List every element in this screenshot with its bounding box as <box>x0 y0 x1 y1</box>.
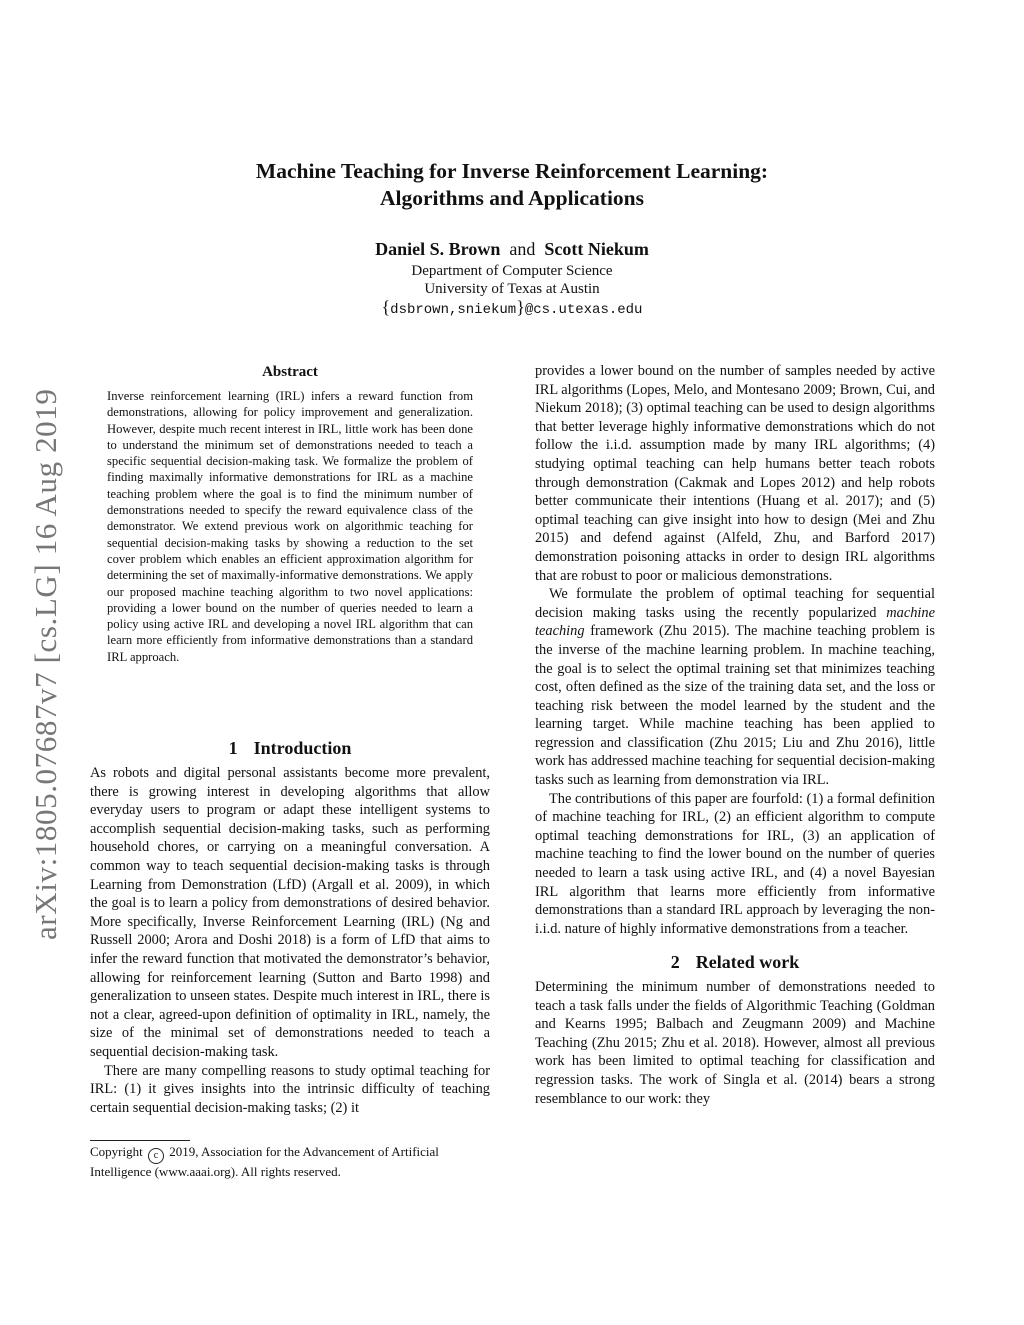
author-list <box>140 238 884 260</box>
title-line-2: Algorithms and Applications <box>379 186 645 210</box>
left-column-body <box>90 764 490 1117</box>
footnote-divider <box>90 1140 190 1141</box>
section-number: 1 <box>228 738 238 758</box>
copyright-icon: c <box>148 1148 164 1164</box>
university: University of Texas at Austin <box>424 281 600 297</box>
abstract-text: Inverse reinforcement learning (IRL) infers a reward function from demonstrations, allowing for policy improvement and generalization. However, despite much recent interest in IRL, little work has been done to understand the minimum set of demonstrations needed to teach a specific sequential decision-making task. We formalize the problem of finding maximally informative demonstrations for IRL as a machine teaching problem where the goal is to find the minimum number of demonstrations needed to specify the reward equivalence class of the demonstrator. We extend previous work on algorithmic teaching for sequential decision-making tasks by showing a reduction to the set cover problem which enables an efficient approximation algorithm for determining the set of maximally-informative demonstrations. We apply our proposed machine teaching algorithm to two novel applications: providing a lower bound on the number of queries needed to learn a policy using active IRL and developing a novel IRL algorithm that can learn more efficiently from informative demonstrations than a standard IRL approach. <box>107 389 473 664</box>
section-heading-related-work <box>535 953 935 972</box>
paragraph: Determining the minimum number of demonstrations needed to teach a task falls under the fields of Algorithmic Teaching (Goldman and Kearns 1995; Balbach and Zeugmann 2009) and Machine Teaching (Zhu 2015; Zhu et al. 2018). However, almost all previous work has been limited to optimal teaching for classification and regression tasks. The work of Singla et al. (2014) bears a strong resemblance to our work: they <box>535 979 935 1107</box>
affiliation-block <box>140 262 884 319</box>
paragraph: provides a lower bound on the number of samples needed by active IRL algorithms (Lopes, Melo, and Montesano 2009; Brown, Cui, and Niekum 2018); (3) optimal teaching can be used to design algorithms that better leverage highly informative demonstrations which do not follow the i.i.d. assumption made by many IRL algorithms; (4) studying optimal teaching can help humans better teach robots through demonstration (Cakmak and Lopes 2012) and help robots better communicate their intentions (Huang et al. 2017); and (5) optimal teaching can give insight into how to design (Mei and Zhu 2015) and defend against (Alfeld, Zhu, and Barford 2017) demonstration poisoning attacks in order to design IRL algorithms that are robust to poor or malicious demonstrations. <box>535 363 935 584</box>
author-conjunction: and <box>509 239 536 259</box>
author-name: Daniel S. Brown <box>375 239 501 259</box>
emphasis: machine teaching <box>535 604 935 640</box>
copyright-footnote: Copyright c 2019, Association for the Advancement of Artificial Intelligence (www.aaai.org). All rights reserved. <box>90 1144 439 1179</box>
abstract-heading: Abstract <box>262 364 318 380</box>
paragraph: The contributions of this paper are fourfold: (1) a formal definition of machine teaching for IRL, (2) an efficient algorithm to compute optimal teaching demonstrations for IRL, (3) an application of machine teaching to find the lower bound on the number of queries needed to learn a task using active IRL, and (4) a novel Bayesian IRL algorithm that learns more efficiently from informative demonstrations than a standard IRL approach by leveraging the non-i.i.d. nature of highly informative demonstrations from a teacher. <box>535 790 935 937</box>
paragraph: As robots and digital personal assistants become more prevalent, there is growing interest in developing algorithms that allow everyday users to program or adapt these intelligent systems to accomplish sequential decision-making tasks, such as performing household chores, or carrying on a meaningful conversation. A common way to teach sequential decision-making tasks is through Learning from Demonstration (LfD) (Argall et al. 2009), in which the goal is to learn a policy from demonstrations of desired behavior. More specifically, Inverse Reinforcement Learning (IRL) (Ng and Russell 2000; Arora and Doshi 2018) is a form of LfD that aims to infer the reward function that motivated the demonstrator’s behavior, allowing for reinforcement learning (Sutton and Barto 1998) and generalization to unseen states. Despite much interest in IRL, there is not a clear, agreed-upon definition of optimality in IRL, namely, the size of the minimal set of demonstrations needed to teach a sequential decision-making task. <box>90 765 490 1060</box>
department: Department of Computer Science <box>411 263 613 279</box>
author-name: Scott Niekum <box>544 239 649 259</box>
email-address[interactable]: {dsbrown,sniekum}@cs.utexas.edu <box>381 297 643 318</box>
right-column-body <box>535 362 935 1108</box>
arxiv-identifier[interactable]: arXiv:1805.07687v7 [cs.LG] 16 Aug 2019 <box>28 388 63 940</box>
paper-title <box>140 158 884 212</box>
title-line-1: Machine Teaching for Inverse Reinforcement Learning: <box>255 159 769 183</box>
paragraph: We formulate the problem of optimal teaching for sequential decision making tasks using the recently popularized machine teaching framework (Zhu 2015). The machine teaching problem is the inverse of the machine learning problem. In machine teaching, the goal is to select the optimal training set that minimizes teaching cost, often defined as the size of the training data set, and the loss or teaching risk between the model learned by the student and the learning target. While machine teaching has been applied to regression and classification (Zhu 2015; Liu and Zhu 2016), little work has addressed machine teaching for sequential decision-making tasks such as learning from demonstration via IRL. <box>535 586 935 789</box>
paragraph: There are many compelling reasons to study optimal teaching for IRL: (1) it gives insights into the intrinsic difficulty of teaching certain sequential decision-making tasks; (2) it <box>90 1062 490 1116</box>
section-title: Introduction <box>253 738 352 758</box>
section-title: Related work <box>695 952 800 973</box>
section-heading-introduction <box>90 738 490 759</box>
section-number: 2 <box>670 952 680 973</box>
